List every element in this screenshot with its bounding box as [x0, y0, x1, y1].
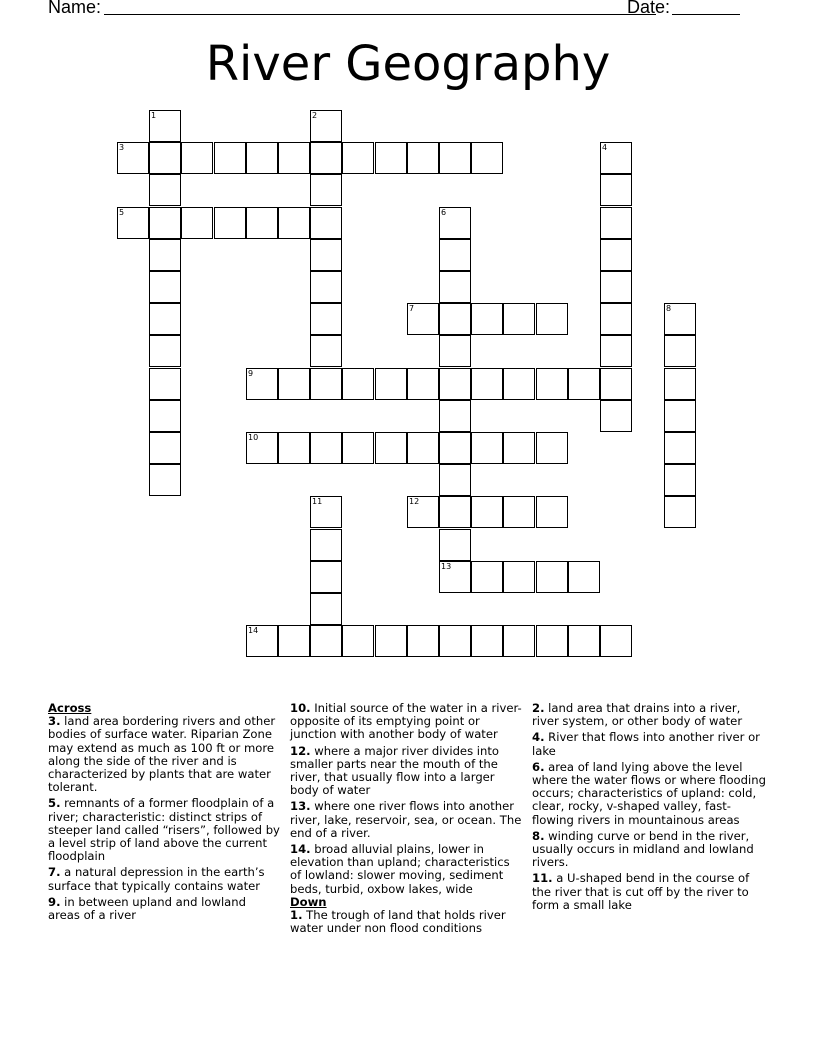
grid-cell[interactable]: [536, 561, 568, 593]
grid-cell[interactable]: [342, 625, 374, 657]
grid-cell[interactable]: [568, 561, 600, 593]
grid-cell[interactable]: [600, 625, 632, 657]
clue-text: a U-shaped bend in the course of the river that is cut off by the river to form a small lake: [532, 871, 750, 912]
grid-cell[interactable]: [375, 142, 407, 174]
clue-number-label: 4: [602, 143, 608, 152]
clue-number: 12.: [290, 743, 311, 758]
grid-cell[interactable]: [149, 239, 181, 271]
clue-text: in between upland and lowland areas of a river: [48, 894, 246, 923]
clue-number: 7.: [48, 865, 61, 880]
clue-number-label: 12: [409, 497, 420, 506]
grid-cell[interactable]: [503, 625, 535, 657]
grid-cell[interactable]: [600, 271, 632, 303]
grid-cell[interactable]: [439, 625, 471, 657]
grid-cell[interactable]: [310, 529, 342, 561]
clue-number-label: 7: [409, 304, 415, 313]
grid-cell-9[interactable]: [246, 368, 278, 400]
grid-cell[interactable]: [342, 368, 374, 400]
clue-number-label: 14: [248, 626, 259, 635]
clue-text: The trough of land that holds river water under non flood conditions: [290, 908, 506, 936]
clue-across-14: [290, 843, 524, 896]
grid-cell[interactable]: [310, 368, 342, 400]
grid-cell[interactable]: [503, 561, 535, 593]
grid-cell-11[interactable]: [310, 496, 342, 528]
grid-cell[interactable]: [375, 432, 407, 464]
clue-text: remnants of a former floodplain of a river; characteristic: distinct strips of steeper land called “risers”, followed by a level strip of land above the current floodplain: [48, 796, 280, 864]
grid-cell[interactable]: [278, 142, 310, 174]
clue-down-1: [290, 909, 524, 935]
clue-across-13: [290, 800, 524, 840]
grid-cell[interactable]: [664, 335, 696, 367]
clue-text: area of land lying above the level where the water flows or where flooding occurs; characteristics of upland: cold, clear, rocky, v-shaped valley, fast-flowing rivers in mountainous areas: [532, 759, 766, 827]
grid-cell[interactable]: [149, 432, 181, 464]
clue-down-11: [532, 872, 768, 912]
clue-number: 11.: [532, 871, 553, 886]
grid-cell[interactable]: [471, 561, 503, 593]
grid-cell[interactable]: [664, 432, 696, 464]
clue-number: 4.: [532, 730, 545, 745]
clue-number-label: 2: [312, 111, 318, 120]
clues-column-1: [48, 702, 280, 925]
grid-cell-8[interactable]: [664, 303, 696, 335]
grid-cell[interactable]: [471, 368, 503, 400]
grid-cell[interactable]: [310, 303, 342, 335]
clue-number: 1.: [290, 908, 303, 923]
clue-number-label: 13: [441, 562, 452, 571]
grid-cell[interactable]: [149, 174, 181, 206]
grid-cell[interactable]: [439, 432, 471, 464]
grid-cell[interactable]: [407, 368, 439, 400]
clue-across-10: [290, 702, 524, 742]
clue-down-2: [532, 702, 768, 728]
grid-cell[interactable]: [278, 207, 310, 239]
grid-cell[interactable]: [149, 464, 181, 496]
grid-cell[interactable]: [600, 239, 632, 271]
grid-cell[interactable]: [310, 239, 342, 271]
grid-cell[interactable]: [439, 464, 471, 496]
grid-cell-5[interactable]: [117, 207, 149, 239]
clue-number-label: 10: [248, 433, 259, 442]
clue-down-4: [532, 731, 768, 757]
grid-cell[interactable]: [149, 271, 181, 303]
grid-cell[interactable]: [471, 625, 503, 657]
clue-text: winding curve or bend in the river, usually occurs in midland and lowland rivers.: [532, 828, 754, 870]
grid-cell[interactable]: [536, 625, 568, 657]
clue-across-3: [48, 715, 280, 794]
clue-number-label: 8: [666, 304, 672, 313]
grid-cell[interactable]: [600, 303, 632, 335]
grid-cell[interactable]: [310, 625, 342, 657]
grid-cell[interactable]: [536, 496, 568, 528]
clue-number-label: 3: [119, 143, 125, 152]
clue-text: land area bordering rivers and other bodies of surface water. Riparian Zone may extend as much as 100 ft or more along the side of the river and is characterized by plants that are water tolerant.: [48, 714, 276, 795]
grid-cell-12[interactable]: [407, 496, 439, 528]
date-label: Date:: [627, 0, 671, 17]
grid-cell[interactable]: [600, 335, 632, 367]
grid-cell[interactable]: [536, 368, 568, 400]
grid-cell[interactable]: [600, 174, 632, 206]
grid-cell[interactable]: [246, 142, 278, 174]
grid-cell[interactable]: [149, 335, 181, 367]
grid-cell[interactable]: [439, 529, 471, 561]
grid-cell[interactable]: [600, 207, 632, 239]
grid-cell[interactable]: [503, 303, 535, 335]
grid-cell-14[interactable]: [246, 625, 278, 657]
grid-cell[interactable]: [310, 271, 342, 303]
clues-column-2: [290, 702, 524, 938]
clue-number: 13.: [290, 799, 311, 814]
grid-cell[interactable]: [503, 368, 535, 400]
grid-cell[interactable]: [278, 625, 310, 657]
grid-cell[interactable]: [149, 400, 181, 432]
clue-text: Initial source of the water in a river- opposite of its emptying point or junction with another body of water: [290, 701, 522, 742]
grid-cell[interactable]: [149, 368, 181, 400]
clue-down-8: [532, 830, 768, 870]
clue-text: broad alluvial plains, lower in elevation than upland; characteristics of lowland: slower moving, sediment beds, turbid, oxbow lakes, wide: [290, 842, 510, 896]
grid-cell[interactable]: [407, 432, 439, 464]
clue-number: 9.: [48, 894, 61, 909]
clue-across-5: [48, 797, 280, 863]
clue-text: where a major river divides into smaller parts near the mouth of the river, that usually flow into a larger body of water: [290, 743, 500, 798]
clue-across-12: [290, 745, 524, 798]
clue-down-6: [532, 761, 768, 827]
grid-cell[interactable]: [149, 142, 181, 174]
grid-cell-7[interactable]: [407, 303, 439, 335]
grid-cell[interactable]: [181, 207, 213, 239]
grid-cell[interactable]: [278, 368, 310, 400]
clue-number: 6.: [532, 759, 545, 774]
grid-cell-6[interactable]: [439, 207, 471, 239]
grid-cell-1[interactable]: [149, 110, 181, 142]
grid-cell[interactable]: [471, 432, 503, 464]
grid-cell-10[interactable]: [246, 432, 278, 464]
grid-cell[interactable]: [342, 432, 374, 464]
across-heading: Across: [48, 701, 92, 715]
grid-cell[interactable]: [471, 303, 503, 335]
clue-number: 10.: [290, 701, 311, 715]
grid-cell[interactable]: [439, 142, 471, 174]
grid-cell[interactable]: [149, 303, 181, 335]
clue-number-label: 6: [441, 208, 447, 217]
grid-cell[interactable]: [536, 303, 568, 335]
clue-text: a natural depression in the earth’s surface that typically contains water: [48, 865, 265, 893]
grid-cell[interactable]: [214, 207, 246, 239]
grid-cell[interactable]: [407, 625, 439, 657]
clue-number-label: 1: [151, 111, 157, 120]
grid-cell[interactable]: [536, 432, 568, 464]
grid-cell[interactable]: [664, 400, 696, 432]
grid-cell[interactable]: [471, 496, 503, 528]
clue-text: River that flows into another river or lake: [532, 730, 760, 758]
clue-across-9: [48, 896, 280, 922]
clue-text: where one river flows into another river, lake, reservoir, sea, or ocean. The end of a river.: [290, 799, 522, 840]
grid-cell-3[interactable]: [117, 142, 149, 174]
grid-cell[interactable]: [181, 142, 213, 174]
clue-text: land area that drains into a river, river system, or other body of water: [532, 701, 743, 729]
down-heading: Down: [290, 894, 327, 909]
grid-cell[interactable]: [149, 207, 181, 239]
clue-number: 3.: [48, 714, 61, 729]
clue-across-7: [48, 866, 280, 892]
grid-cell[interactable]: [310, 335, 342, 367]
clue-number-label: 11: [312, 497, 323, 506]
grid-cell[interactable]: [439, 335, 471, 367]
grid-cell[interactable]: [310, 561, 342, 593]
clue-number: 2.: [532, 701, 545, 715]
grid-cell[interactable]: [439, 496, 471, 528]
grid-cell[interactable]: [375, 368, 407, 400]
grid-cell[interactable]: [664, 368, 696, 400]
grid-cell[interactable]: [471, 142, 503, 174]
grid-cell[interactable]: [439, 400, 471, 432]
grid-cell[interactable]: [407, 142, 439, 174]
grid-cell[interactable]: [278, 432, 310, 464]
grid-cell[interactable]: [310, 432, 342, 464]
puzzle-title: River Geography: [205, 36, 611, 92]
grid-cell[interactable]: [503, 496, 535, 528]
grid-cell-13[interactable]: [439, 561, 471, 593]
grid-cell[interactable]: [342, 142, 374, 174]
grid-cell[interactable]: [310, 207, 342, 239]
grid-cell[interactable]: [568, 368, 600, 400]
grid-cell[interactable]: [439, 239, 471, 271]
clue-number: 14.: [290, 842, 311, 857]
grid-cell[interactable]: [310, 174, 342, 206]
grid-cell-4[interactable]: [600, 142, 632, 174]
grid-cell[interactable]: [310, 142, 342, 174]
grid-cell[interactable]: [664, 464, 696, 496]
clue-number: 5.: [48, 796, 61, 811]
clue-number-label: 5: [119, 208, 125, 217]
grid-cell[interactable]: [600, 400, 632, 432]
clue-number: 8.: [532, 828, 545, 843]
grid-cell[interactable]: [439, 271, 471, 303]
grid-cell[interactable]: [214, 142, 246, 174]
clue-number-label: 9: [248, 369, 254, 378]
grid-cell[interactable]: [664, 496, 696, 528]
grid-cell[interactable]: [246, 207, 278, 239]
clues-column-3: [532, 702, 768, 915]
grid-cell[interactable]: [600, 368, 632, 400]
grid-cell[interactable]: [568, 625, 600, 657]
grid-cell[interactable]: [503, 432, 535, 464]
name-label: Name:: [48, 0, 102, 17]
grid-cell[interactable]: [310, 593, 342, 625]
grid-cell-2[interactable]: [310, 110, 342, 142]
grid-cell[interactable]: [375, 625, 407, 657]
grid-cell[interactable]: [439, 368, 471, 400]
grid-cell[interactable]: [439, 303, 471, 335]
